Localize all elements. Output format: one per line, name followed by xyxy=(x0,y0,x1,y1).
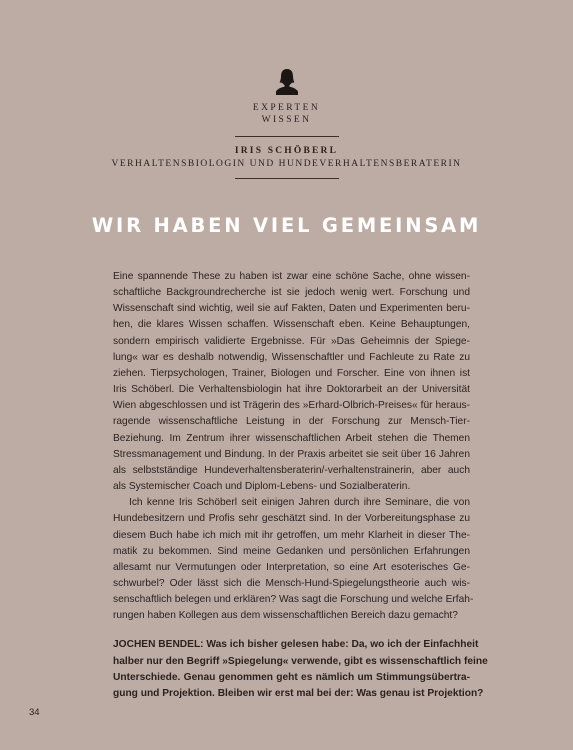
speaker-name: JOCHEN BENDEL: xyxy=(113,639,204,651)
text-line: rungen haben Kollegen aus dem wissenschaftlichen Bereich dazu gemacht? xyxy=(113,610,458,622)
text-line: Beziehung. Im Zentrum ihrer wissenschaftlichen Arbeit stehen die Themen xyxy=(113,432,470,444)
question-text: Was ich bisher gelesen habe: Da, wo ich der Einfachheit xyxy=(203,639,479,651)
text-line: Eine spannende These zu haben ist zwar eine schöne Sache, ohne wissen- xyxy=(113,271,470,282)
text-line: Wien abgeschlossen und ist Trägerin des »Erhard-Olbrich-Preises« für heraus- xyxy=(113,400,470,412)
expert-role: VERHALTENSBIOLOGIN UND HUNDEVERHALTENSBERATERIN xyxy=(111,159,462,169)
text-line: gung und Projektion. Bleiben wir erst mal bei der: Was genau ist Projektion? xyxy=(113,687,484,699)
page-number: 34 xyxy=(29,707,40,718)
text-line: Unterschiede. Genau genommen geht es nämlich um Stimmungsübertra- xyxy=(113,671,470,683)
text-line xyxy=(113,637,479,653)
text-line: ragende wissenschaftliche Leistung in der Forschung zur Mensch-Tier- xyxy=(113,416,470,428)
text-line: matik zu bekommen. Sind meine Gedanken und persönlichen Erfahrungen xyxy=(113,545,470,557)
text-line: als Systemischer Coach und Diplom-Lebens- und Sozialberaterin. xyxy=(113,481,411,493)
text-line: Wissenschaft sind wichtig, weil sie auf Fakten, Daten und Experimenten beru- xyxy=(113,303,470,315)
text-line: als selbstständige Hundeverhaltensberaterin/-verhaltenstrainerin, aber auch xyxy=(113,464,470,476)
divider-top xyxy=(235,136,339,137)
text-line: diesem Buch habe ich mich mit ihr getroffen, um mehr Klarheit in dieser The- xyxy=(113,529,470,541)
expert-name: IRIS SCHÖBERL xyxy=(234,146,339,156)
paragraph-spacer xyxy=(113,624,470,637)
paragraph-intro xyxy=(113,269,470,495)
text-line: ziehen. Tierpsychologen, Trainer, Biologen und Forscher. Eine von ihnen ist xyxy=(113,367,470,379)
paragraph-author xyxy=(113,495,474,624)
text-line: Hundebesitzern und Profis sehr geschätzt sind. In der Vorbereitungsphase zu xyxy=(113,513,470,525)
chapter-title: WIR HABEN VIEL GEMEINSAM xyxy=(91,214,482,237)
interview-question xyxy=(113,637,488,702)
body-text xyxy=(113,269,488,702)
text-line: schwurbel? Oder lässt sich die Mensch-Hund-Spiegelungstheorie auch wis- xyxy=(113,577,470,589)
text-line: sondern empirisch validierte Ergebnisse. Für »Das Geheimnis der Spiege- xyxy=(113,335,470,347)
text-line: lung« war es deshalb notwendig, Wissenschaftler und Fachleute zu Rate zu xyxy=(113,351,470,363)
person-silhouette-icon xyxy=(274,68,300,96)
expert-header xyxy=(0,68,573,179)
text-line: hen, die klares Wissen schaffen. Wissenschaft eben. Keine Behauptungen, xyxy=(113,319,470,331)
divider-bottom xyxy=(235,178,339,179)
text-line: Stressmanagement und Bindung. In der Praxis arbeitet sie seit über 16 Jahren xyxy=(113,448,470,460)
text-line: Ich kenne Iris Schöberl seit einigen Jahren durch ihre Seminare, die von xyxy=(129,497,470,509)
section-label: EXPERTEN WISSEN xyxy=(252,103,321,125)
text-line: Iris Schöberl. Die Verhaltensbiologin hat ihre Doktorarbeit an der Universität xyxy=(113,384,470,396)
text-line: schaftliche Backgroundrecherche ist sie jedoch wenig wert. Forschung und xyxy=(113,287,470,299)
text-line: halber nur den Begriff »Spiegelung« verwende, gibt es wissenschaftlich feine xyxy=(113,655,488,667)
text-line: allesamt nur Vermutungen oder Interpretation, so eine Art esoterisches Ge- xyxy=(113,561,470,573)
text-line: senschaftlich belegen und erklären? Was sagt die Forschung und welche Erfah- xyxy=(113,594,474,606)
